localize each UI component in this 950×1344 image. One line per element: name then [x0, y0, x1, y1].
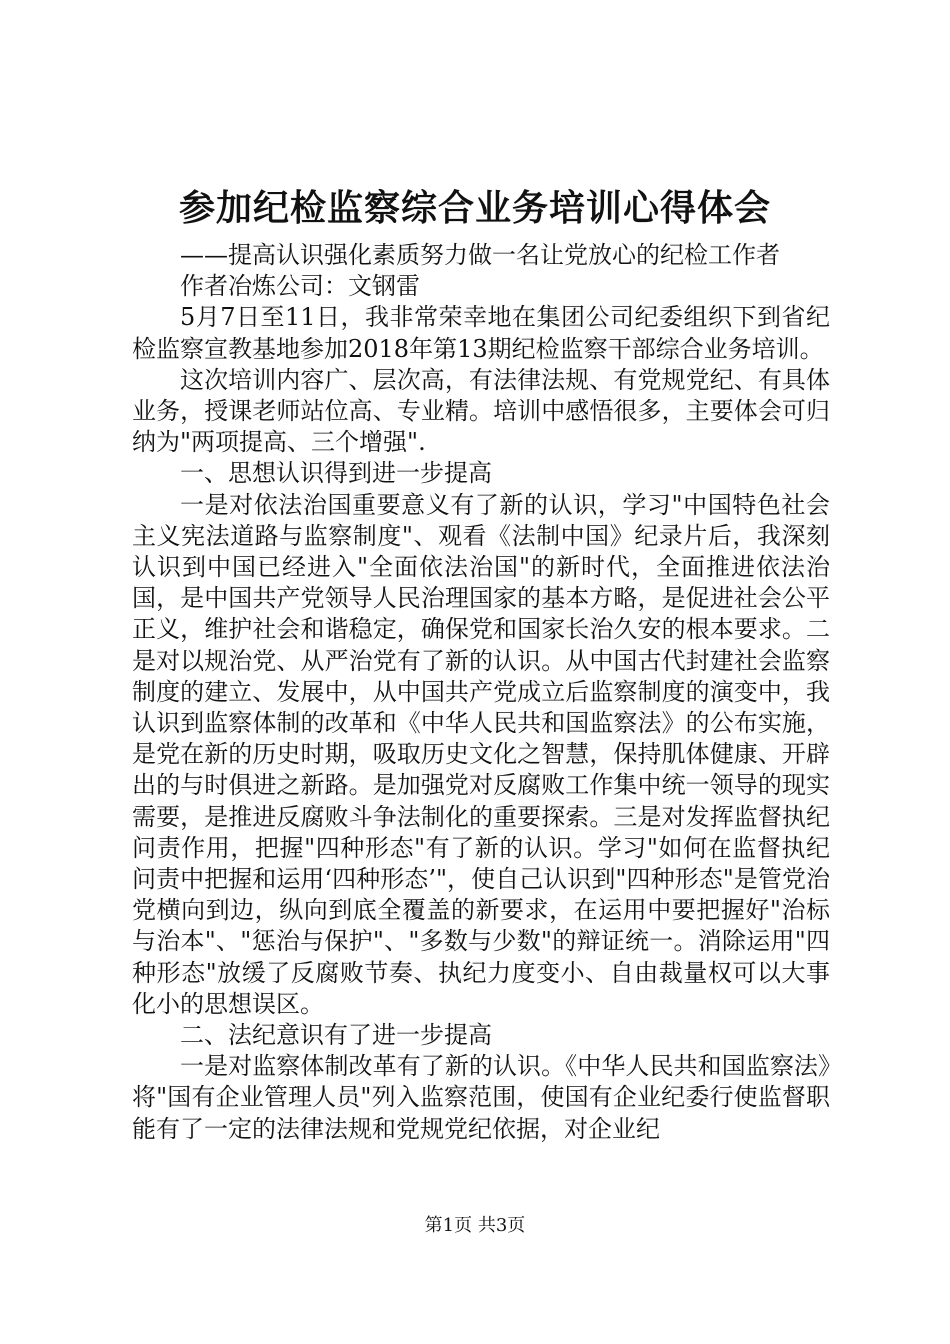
paragraph-summary: 这次培训内容广、层次高，有法律法规、有党规党纪、有具体业务，授课老师站位高、专业精。培训中感悟很多，主要体会可归纳为"两项提高、三个增强".: [132, 365, 830, 457]
document-subtitle: ——提高认识强化素质努力做一名让党放心的纪检工作者: [180, 241, 780, 269]
document-body: [132, 240, 830, 1145]
section-heading-1: 一、思想认识得到进一步提高: [180, 459, 492, 488]
document-title: 参加纪检监察综合业务培训心得体会: [178, 187, 771, 229]
paragraph-section-2: 一是对监察体制改革有了新的认识。《中华人民共和国监察法》将"国有企业管理人员"列入监察范围，使国有企业纪委行使监督职能有了一定的法律法规和党规党纪依据，对企业纪: [132, 1052, 830, 1143]
paragraph-section-1: 一是对依法治国重要意义有了新的认识，学习"中国特色社会主义宪法道路与监察制度"、观看《法制中国》纪录片后，我深刻认识到中国已经进入"全面依法治国"的新时代，全面推进依法治国，是中国共产党领导人民治理国家的基本方略，是促进社会公平正义，维护社会和谐稳定，确保党和国家长治久安的根本要求。二是对以规治党、从严治党有了新的认识。从中国古代封建社会监察制度的建立、发展中，从中国共产党成立后监察制度的演变中，我认识到监察体制的改革和《中华人民共和国监察法》的公布实施，是党在新的历史时期，吸取历史文化之智慧，保持肌体健康、开辟出的与时俱进之新路。是加强党对反腐败工作集中统一领导的现实需要，是推进反腐败斗争法制化的重要探索。三是对发挥监督执纪问责作用，把握"四种形态"有了新的认识。学习"如何在监督执纪问责中把握和运用‘四种形态’"，使自己认识到"四种形态"是管党治党横向到边，纵向到底全覆盖的新要求，在运用中要把握好"治标与治本"、"惩治与保护"、"多数与少数"的辩证统一。消除运用"四种形态"放缓了反腐败节奏、执纪力度变小、自由裁量权可以大事化小的思想误区。: [132, 490, 830, 1018]
page-footer: 第1页 共3页: [424, 1215, 526, 1236]
section-heading-2: 二、法纪意识有了进一步提高: [180, 1021, 492, 1050]
document-author: 作者冶炼公司：文钢雷: [180, 272, 420, 301]
paragraph-intro: 5月7日至11日，我非常荣幸地在集团公司纪委组织下到省纪检监察宣教基地参加2018年第13期纪检监察干部综合业务培训。: [132, 303, 830, 363]
